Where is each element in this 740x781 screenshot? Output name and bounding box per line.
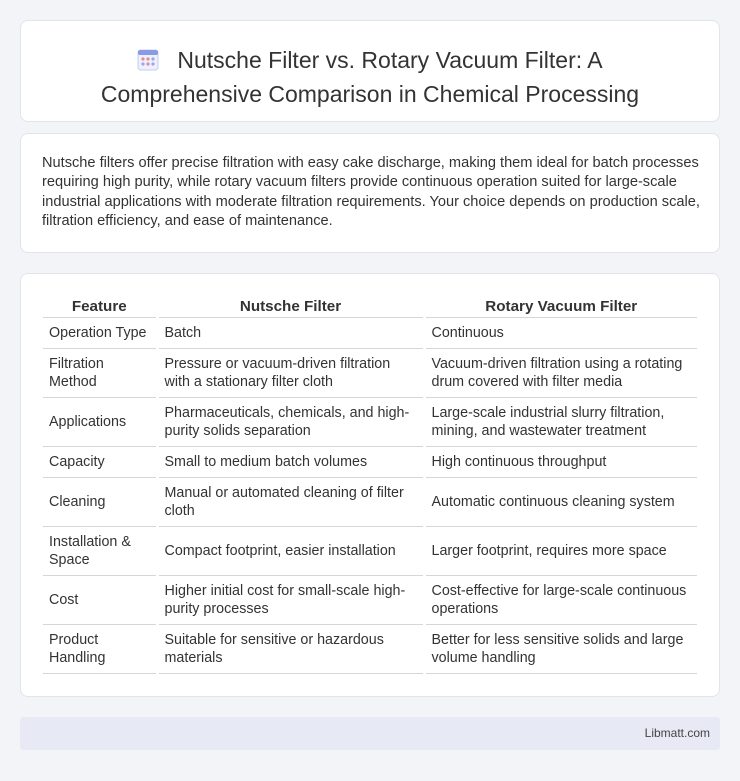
rotary-cell: Continuous xyxy=(424,318,697,349)
feature-cell: Installation & Space xyxy=(43,527,157,576)
title-line-1: Nutsche Filter vs. Rotary Vacuum Filter: A xyxy=(177,47,603,73)
rotary-cell: Cost-effective for large-scale continuous operations xyxy=(424,576,697,625)
comparison-card xyxy=(20,273,720,697)
feature-cell: Operation Type xyxy=(43,318,157,349)
nutsche-cell: Compact footprint, easier installation xyxy=(157,527,424,576)
table-row xyxy=(43,447,697,478)
nutsche-cell: Manual or automated cleaning of filter cloth xyxy=(157,478,424,527)
feature-cell: Product Handling xyxy=(43,625,157,674)
title-card xyxy=(20,20,720,122)
table-row xyxy=(43,349,697,398)
table-row xyxy=(43,527,697,576)
rotary-cell: Vacuum-driven filtration using a rotating drum covered with filter media xyxy=(424,349,697,398)
header-feature: Feature xyxy=(43,296,157,318)
nutsche-cell: Batch xyxy=(157,318,424,349)
feature-cell: Applications xyxy=(43,398,157,447)
nutsche-cell: Pressure or vacuum-driven filtration with a stationary filter cloth xyxy=(157,349,424,398)
header-nutsche-filter: Nutsche Filter xyxy=(157,296,424,318)
nutsche-cell: Higher initial cost for small-scale high-purity processes xyxy=(157,576,424,625)
nutsche-cell: Small to medium batch volumes xyxy=(157,447,424,478)
summary-card xyxy=(20,133,720,253)
feature-cell: Cleaning xyxy=(43,478,157,527)
table-row xyxy=(43,625,697,674)
page-title xyxy=(21,43,719,111)
nutsche-cell: Suitable for sensitive or hazardous materials xyxy=(157,625,424,674)
table-row xyxy=(43,478,697,527)
rotary-cell: Larger footprint, requires more space xyxy=(424,527,697,576)
header-rotary-vacuum-filter: Rotary Vacuum Filter xyxy=(424,296,697,318)
footer-bar xyxy=(20,717,720,750)
rotary-cell: Large-scale industrial slurry filtration, mining, and wastewater treatment xyxy=(424,398,697,447)
table-row xyxy=(43,318,697,349)
rotary-cell: High continuous throughput xyxy=(424,447,697,478)
table-header-row xyxy=(43,296,697,318)
rotary-cell: Automatic continuous cleaning system xyxy=(424,478,697,527)
summary-paragraph: Nutsche filters offer precise filtration with easy cake discharge, making them ideal for batch processes requiring high purity, while rotary vacuum filters provide continuous operation suited for large-scale industrial applications with moderate filtration requirements. Your choice depends on production scale, filtration efficiency, and ease of maintenance. xyxy=(42,155,700,230)
feature-cell: Cost xyxy=(43,576,157,625)
rotary-cell: Better for less sensitive solids and large volume handling xyxy=(424,625,697,674)
feature-cell: Capacity xyxy=(43,447,157,478)
comparison-table xyxy=(43,296,697,674)
table-row xyxy=(43,576,697,625)
footer-brand: Libmatt.com xyxy=(644,726,710,740)
table-row xyxy=(43,398,697,447)
feature-cell: Filtration Method xyxy=(43,349,157,398)
title-line-2: Comprehensive Comparison in Chemical Processing xyxy=(100,81,640,107)
nutsche-cell: Pharmaceuticals, chemicals, and high-purity solids separation xyxy=(157,398,424,447)
abacus-icon xyxy=(137,46,159,68)
